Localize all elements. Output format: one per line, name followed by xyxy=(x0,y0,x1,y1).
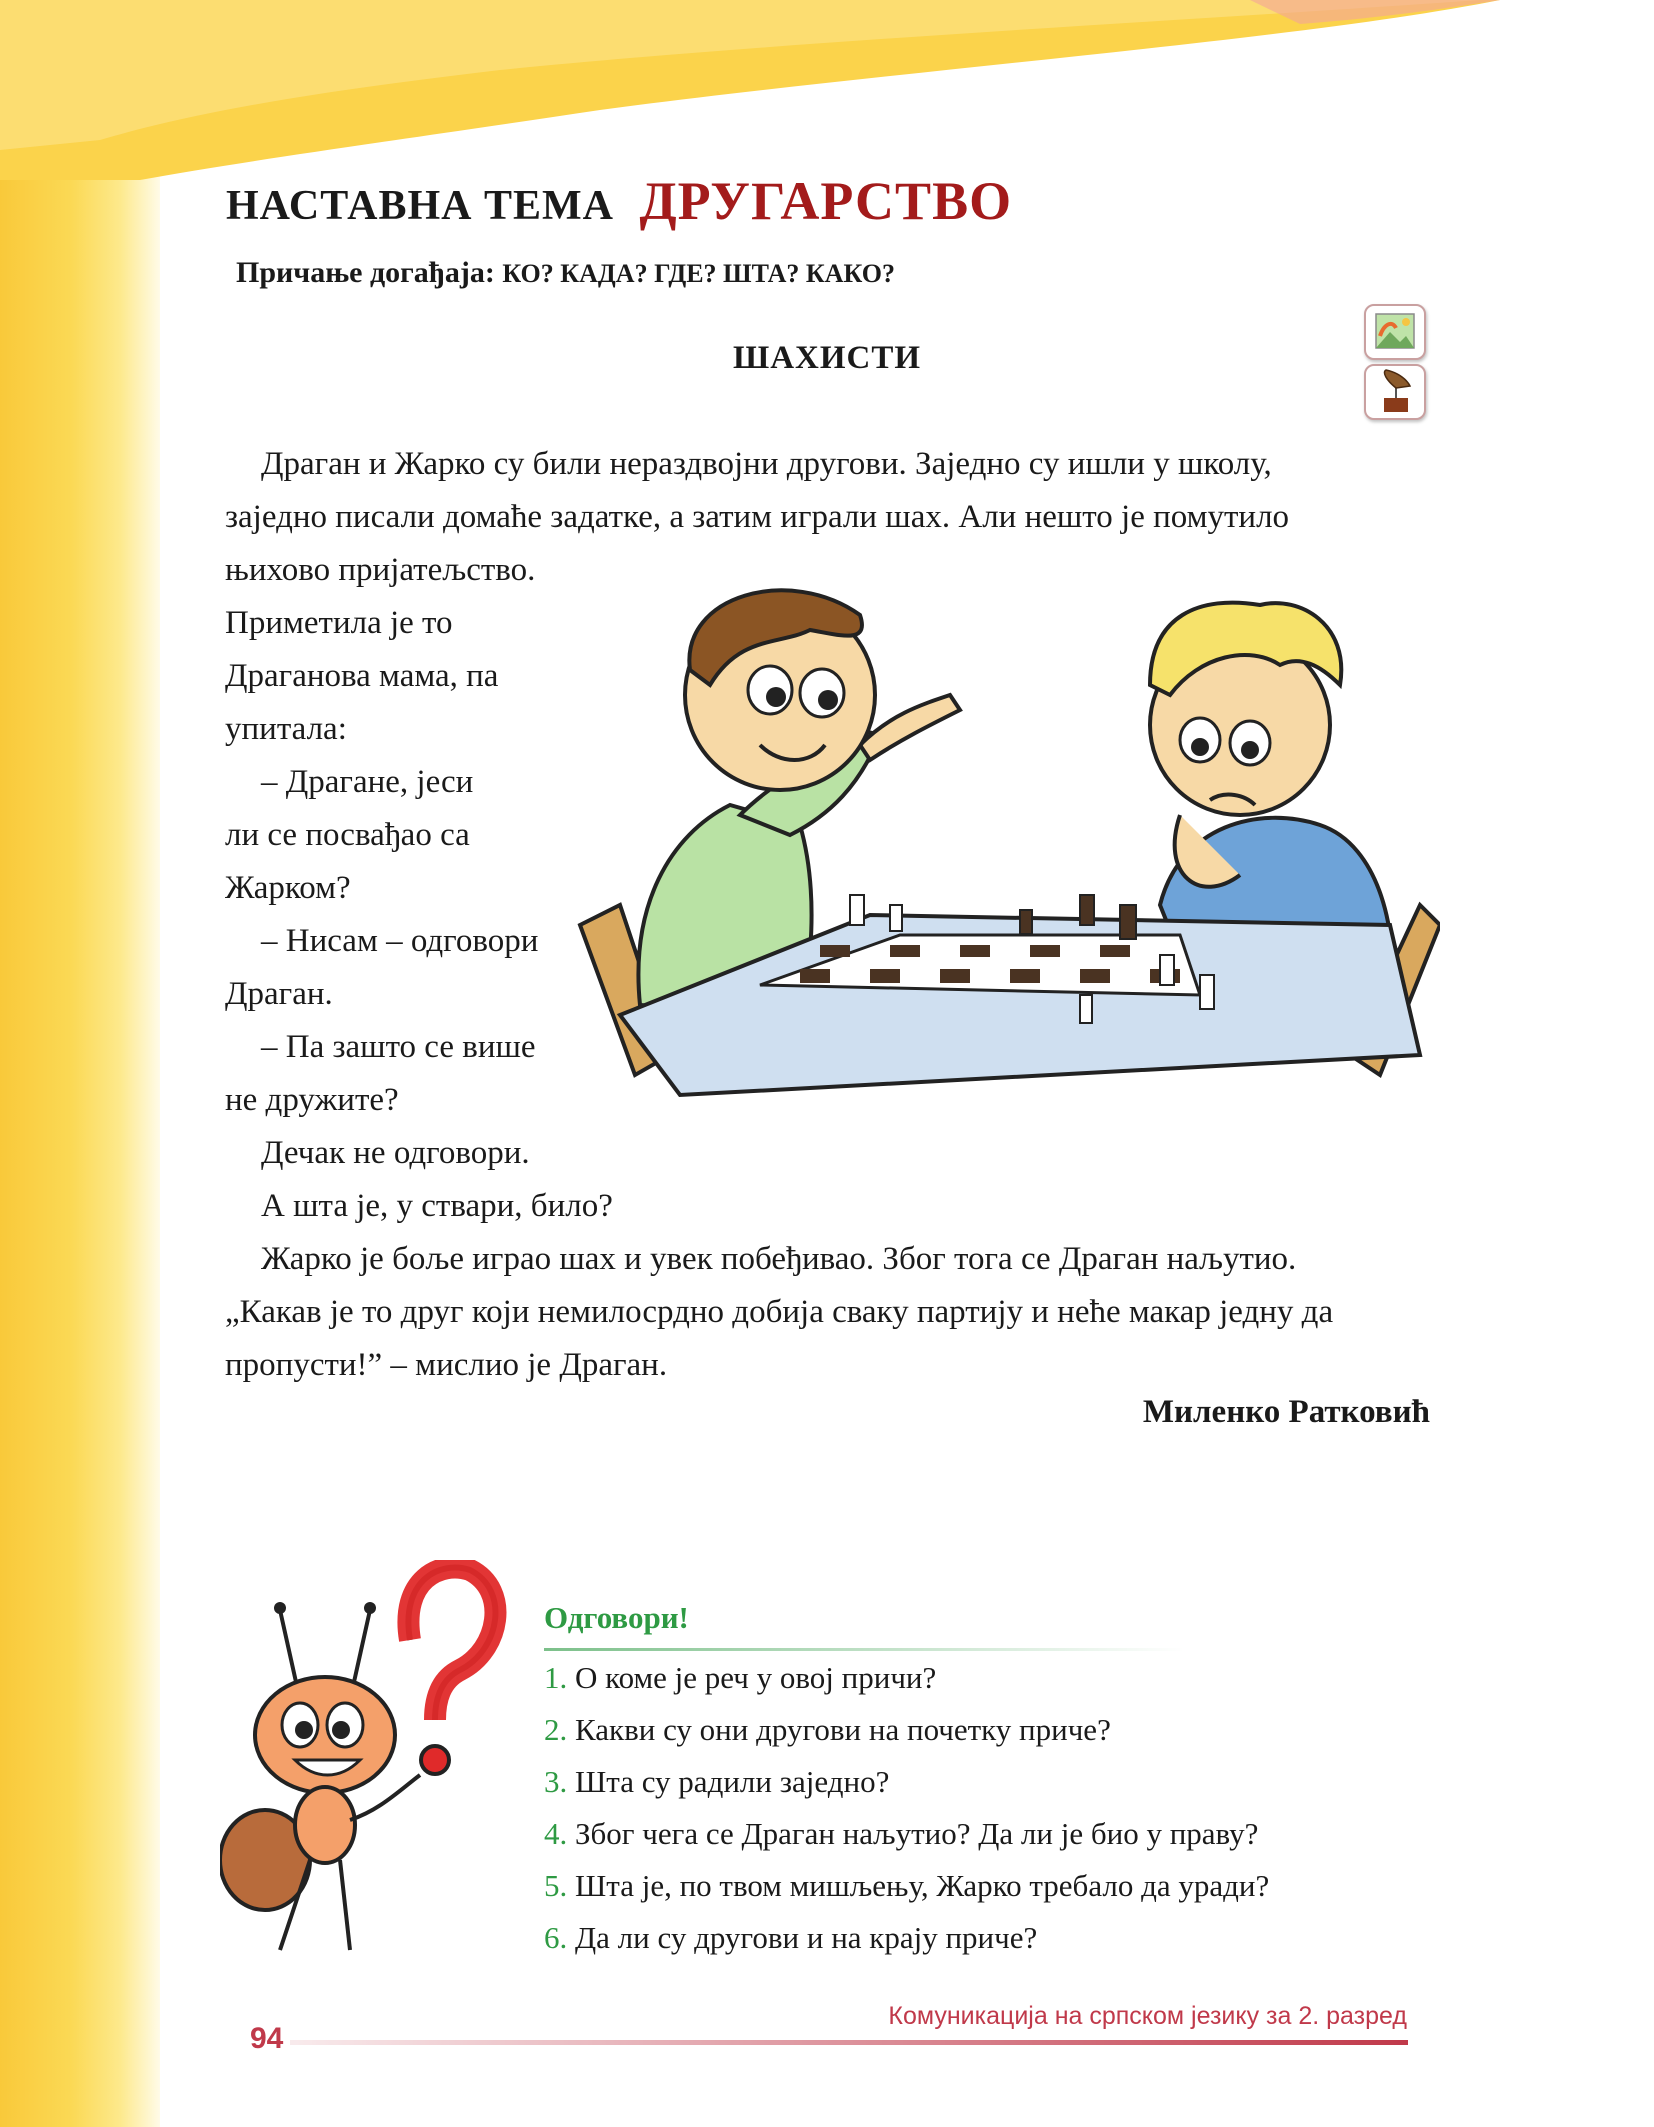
yellow-top-wave xyxy=(0,0,1654,180)
question-number: 6. xyxy=(544,1920,568,1955)
story-line: Жарком? xyxy=(225,870,351,906)
audio-button[interactable] xyxy=(1364,364,1426,420)
story-line: – Нисам – одговори xyxy=(261,923,539,959)
image-gallery-button[interactable] xyxy=(1364,304,1426,360)
question-item xyxy=(544,1712,1111,1748)
story-line: упитала: xyxy=(225,711,347,747)
story-line: – Драгане, јеси xyxy=(261,764,474,800)
yellow-side-band xyxy=(0,0,160,2127)
story-line: – Па зашто се више xyxy=(261,1029,536,1065)
gramophone-audio-icon xyxy=(1366,366,1424,418)
question-item xyxy=(544,1816,1258,1852)
question-number: 4. xyxy=(544,1816,568,1851)
theme-label: НАСТАВНА ТЕМА xyxy=(226,183,615,229)
story-line: Приметила је то xyxy=(225,605,453,641)
answer-heading-underline xyxy=(544,1648,1184,1651)
question-text: О коме је реч у овој причи? xyxy=(575,1660,937,1695)
question-text: Какви су они другови на почетку приче? xyxy=(575,1712,1111,1747)
question-number: 1. xyxy=(544,1660,568,1695)
book-title: Комуникација на српском језику за 2. разред xyxy=(888,2002,1407,2030)
story-line: заједно писали домаће задатке, а затим играли шах. Али нешто је помутило xyxy=(225,499,1290,535)
story-line: „Какав је то друг који немилосрдно добија сваку партију и неће макар једну да xyxy=(225,1294,1334,1330)
answer-heading: Одговори! xyxy=(544,1600,689,1635)
question-item xyxy=(544,1764,889,1800)
question-text: Шта су радили заједно? xyxy=(575,1764,890,1799)
footer-rule xyxy=(290,2040,1408,2045)
question-item xyxy=(544,1660,936,1696)
story-line: Драганова мама, па xyxy=(225,658,499,694)
question-text: Шта је, по твом мишљењу, Жарко требало да уради? xyxy=(575,1868,1270,1903)
subtitle-lead: Причање догађаја: xyxy=(236,256,495,289)
question-text: Због чега се Драган наљутио? Да ли је био у праву? xyxy=(575,1816,1259,1851)
story-line: Драган. xyxy=(225,976,333,1012)
question-number: 5. xyxy=(544,1868,568,1903)
story-title: ШАХИСТИ xyxy=(732,340,922,376)
question-number: 3. xyxy=(544,1764,568,1799)
story-line: ли се посвађао са xyxy=(225,817,470,853)
author: Миленко Ратковић xyxy=(1142,1394,1430,1430)
question-text: Да ли су другови и на крају приче? xyxy=(575,1920,1038,1955)
chess-players-illustration xyxy=(560,575,1440,1135)
story-line: њихово пријатељство. xyxy=(225,552,536,588)
theme-heading xyxy=(226,170,1012,232)
story-line: Жарко је боље играо шах и увек побеђивао. Због тога се Драган наљутио. xyxy=(261,1241,1297,1277)
subtitle xyxy=(236,256,895,290)
question-item xyxy=(544,1868,1269,1904)
story-line: пропусти!” – мислио је Драган. xyxy=(225,1347,668,1383)
story-line: А шта је, у ствари, било? xyxy=(261,1188,613,1224)
ant-mascot-illustration xyxy=(220,1560,530,1970)
question-item xyxy=(544,1920,1037,1956)
story-line: Дечак не одговори. xyxy=(261,1135,530,1171)
page-number: 94 xyxy=(250,2022,284,2055)
question-number: 2. xyxy=(544,1712,568,1747)
subtitle-questions: КО? КАДА? ГДЕ? ШТА? КАКО? xyxy=(502,259,895,288)
story-line: Драган и Жарко су били нераздвојни другови. Заједно су ишли у школу, xyxy=(261,446,1272,482)
story-line: не дружите? xyxy=(225,1082,399,1118)
theme-name: ДРУГАРСТВО xyxy=(639,171,1013,231)
image-gallery-icon xyxy=(1366,306,1424,358)
